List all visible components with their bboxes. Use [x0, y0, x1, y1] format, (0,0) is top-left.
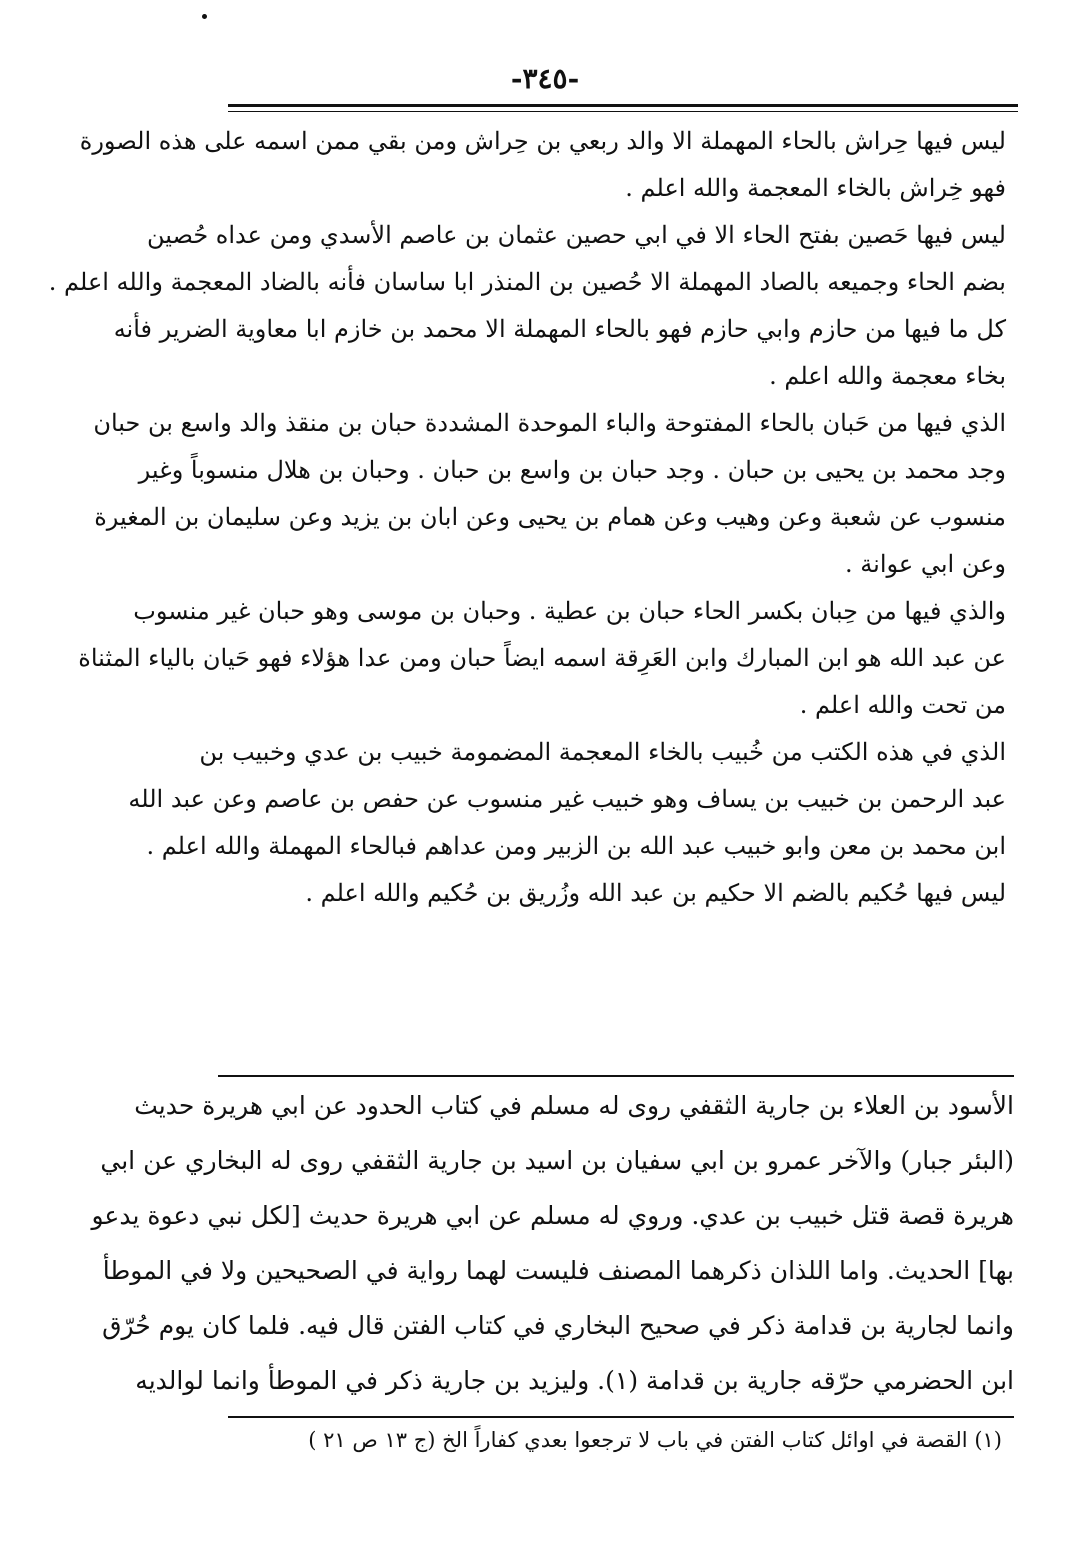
- commentary-line: الأسود بن العلاء بن جارية الثقفي روى له مسلم في كتاب الحدود عن ابي هريرة حديث: [134, 1091, 1014, 1120]
- text-line: ابن محمد بن معن وابو خبيب عبد الله بن الزبير ومن عداهم فبالحاء المهملة والله اعلم .: [146, 832, 1006, 860]
- text-line: ليس فيها حُكيم بالضم الا حكيم بن عبد الله وزُريق بن حُكيم والله اعلم .: [305, 879, 1006, 907]
- text-line: ليس فيها حَصين بفتح الحاء الا في ابي حصين عثمان بن عاصم الأسدي ومن عداه حُصين: [147, 221, 1006, 249]
- text-line: فهو خِراش بالخاء المعجمة والله اعلم .: [625, 174, 1006, 202]
- text-line: منسوب عن شعبة وعن وهيب وعن همام بن يحيى وعن ابان بن يزيد وعن سليمان بن المغيرة: [94, 503, 1006, 531]
- text-line: عن عبد الله هو ابن المبارك وابن العَرِقة اسمه ايضاً حبان ومن عدا هؤلاء فهو حَيان بالياء المثناة: [78, 644, 1006, 672]
- commentary-block: [91, 1078, 1014, 1408]
- text-line: عبد الرحمن بن خبيب بن يساف وهو خبيب غير منسوب عن حفص بن عاصم وعن عبد الله: [128, 785, 1006, 813]
- text-line: والذي فيها من حِبان بكسر الحاء حبان بن عطية . وحبان بن موسى وهو حبان غير منسوب: [133, 597, 1006, 625]
- footnote: (١) القصة في اوائل كتاب الفتن في باب لا ترجعوا بعدي كفاراً الخ (ج ١٣ ص ٢١ ): [308, 1428, 1002, 1452]
- text-line: بخاء معجمة والله اعلم .: [769, 362, 1006, 390]
- commentary-line: (البئر جبار) والآخر عمرو بن ابي سفيان بن اسيد بن جارية الثقفي روى له البخاري عن ابي: [100, 1146, 1014, 1175]
- text-line: وجد محمد بن يحيى بن حبان . وجد حبان بن واسع بن حبان . وحبان بن هلال منسوباً وغير: [138, 456, 1006, 484]
- header-rule-thin: [228, 111, 1018, 112]
- main-text-block: [48, 118, 1006, 917]
- text-line: بضم الحاء وجميعه بالصاد المهملة الا حُصين بن المنذر ابا ساسان فأنه بالضاد المعجمة والله اعلم .: [48, 268, 1006, 296]
- text-line: وعن ابي عوانة .: [845, 550, 1006, 578]
- commentary-line: ابن الحضرمي حرّقه جارية بن قدامة (١). وليزيد بن جارية ذكر في الموطأ وانما لوالديه: [135, 1366, 1014, 1395]
- text-line: كل ما فيها من حازم وابي حازم فهو بالحاء المهملة الا محمد بن خازم ابا معاوية الضرير فأنه: [113, 315, 1006, 343]
- footnote-divider: [228, 1416, 1014, 1418]
- section-divider: [218, 1075, 1014, 1077]
- stray-dot-mark: [202, 14, 207, 19]
- commentary-line: بها] الحديث. واما اللذان ذكرهما المصنف فليست لهما رواية في الصحيحين ولا في الموطأ: [102, 1256, 1014, 1285]
- text-line: الذي في هذه الكتب من خُبيب بالخاء المعجمة المضمومة خبيب بن عدي وخبيب بن: [199, 738, 1006, 766]
- text-line: الذي فيها من حَبان بالحاء المفتوحة والباء الموحدة المشددة حبان بن منقذ والد واسع بن حبان: [93, 409, 1006, 437]
- page-number: -٣٤٥-: [510, 62, 580, 95]
- commentary-line: هريرة قصة قتل خبيب بن عدي. وروي له مسلم عن ابي هريرة حديث [لكل نبي دعوة يدعو: [91, 1201, 1014, 1230]
- header-rule-thick: [228, 104, 1018, 107]
- text-line: ليس فيها حِراش بالحاء المهملة الا والد ربعي بن حِراش ومن بقي ممن اسمه على هذه الصورة: [79, 127, 1006, 155]
- text-line: من تحت والله اعلم .: [799, 691, 1006, 719]
- commentary-line: وانما لجارية بن قدامة ذكر في صحيح البخاري في كتاب الفتن قال فيه. فلما كان يوم حُرّق: [102, 1311, 1014, 1340]
